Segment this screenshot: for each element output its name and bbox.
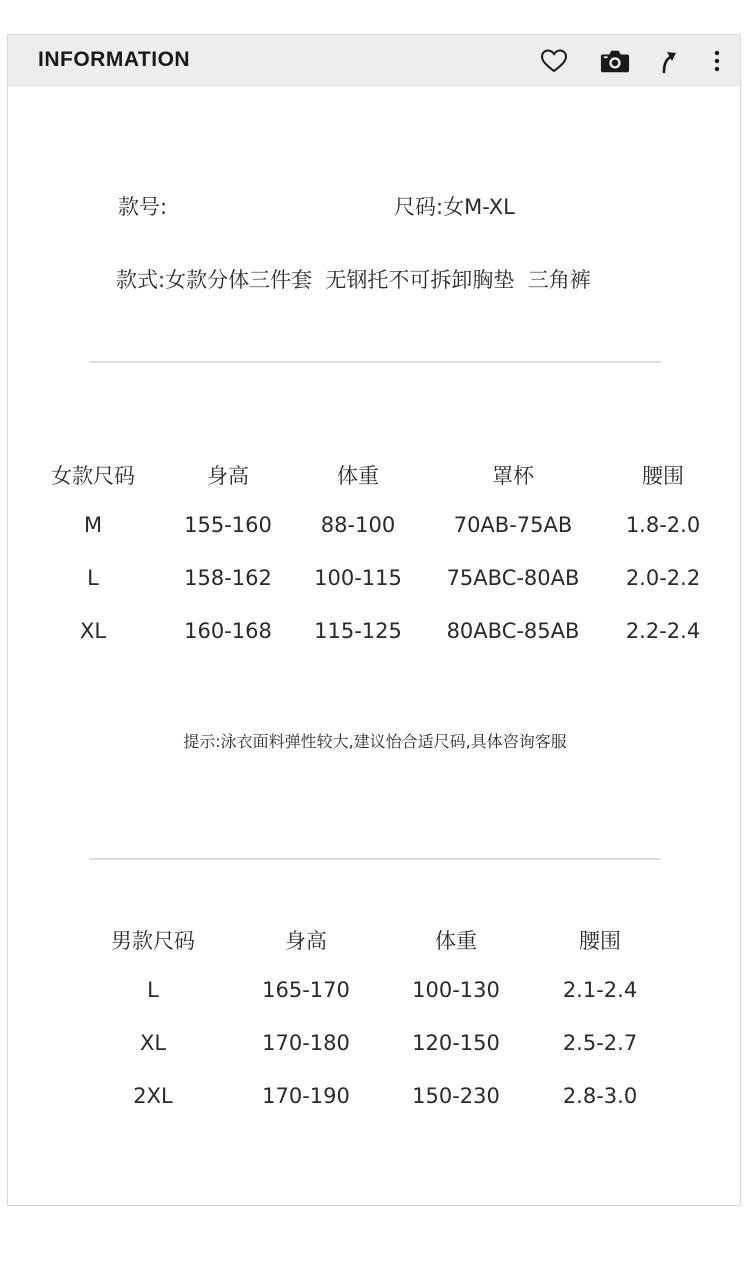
divider-bottom bbox=[89, 858, 661, 860]
header-title: INFORMATION bbox=[38, 48, 191, 71]
table-cell: M bbox=[83, 513, 103, 537]
women-header-cup: 罩杯 bbox=[492, 464, 534, 488]
style-number-label: 款号: bbox=[118, 195, 168, 219]
table-cell: XL bbox=[79, 619, 107, 643]
table-cell: 88-100 bbox=[320, 513, 396, 537]
table-cell: 2.5-2.7 bbox=[562, 1031, 638, 1055]
more-vertical-icon[interactable] bbox=[702, 46, 732, 76]
content-frame bbox=[7, 34, 741, 1206]
men-header-size: 男款尺码 bbox=[111, 929, 195, 953]
table-cell: 165-170 bbox=[262, 978, 350, 1002]
size-range-label: 尺码:女M-XL bbox=[394, 195, 515, 219]
divider-top bbox=[89, 361, 661, 363]
table-cell: 155-160 bbox=[184, 513, 272, 537]
women-header-size: 女款尺码 bbox=[51, 464, 135, 488]
table-cell: 70AB-75AB bbox=[453, 513, 573, 537]
table-cell: 100-130 bbox=[412, 978, 500, 1002]
women-header-height: 身高 bbox=[207, 464, 249, 488]
table-cell: 170-190 bbox=[262, 1084, 350, 1108]
men-header-height: 身高 bbox=[285, 929, 327, 953]
table-cell: 100-115 bbox=[314, 566, 402, 590]
table-cell: 75ABC-80AB bbox=[446, 566, 580, 590]
share-arrow-icon[interactable] bbox=[653, 46, 683, 76]
table-cell: 1.8-2.0 bbox=[625, 513, 701, 537]
men-header-weight: 体重 bbox=[435, 929, 477, 953]
heart-icon[interactable] bbox=[539, 46, 569, 76]
table-cell: L bbox=[87, 566, 99, 590]
women-header-weight: 体重 bbox=[337, 464, 379, 488]
table-cell: 2.8-3.0 bbox=[562, 1084, 638, 1108]
table-cell: 2XL bbox=[133, 1084, 173, 1108]
table-cell: L bbox=[147, 978, 159, 1002]
women-header-waist: 腰围 bbox=[642, 464, 684, 488]
table-cell: 150-230 bbox=[412, 1084, 500, 1108]
header-bar bbox=[8, 35, 740, 87]
men-header-waist: 腰围 bbox=[579, 929, 621, 953]
table-cell: 2.2-2.4 bbox=[625, 619, 701, 643]
table-cell: 2.0-2.2 bbox=[625, 566, 701, 590]
style-description: 款式:女款分体三件套 无钢托不可拆卸胸垫 三角裤 bbox=[116, 268, 591, 292]
table-cell: 80ABC-85AB bbox=[446, 619, 580, 643]
table-cell: 2.1-2.4 bbox=[562, 978, 638, 1002]
table-cell: 115-125 bbox=[314, 619, 402, 643]
size-tip: 提示:泳衣面料弹性较大,建议怡合适尺码,具体咨询客服 bbox=[183, 732, 567, 751]
table-cell: 120-150 bbox=[412, 1031, 500, 1055]
table-cell: 170-180 bbox=[262, 1031, 350, 1055]
camera-icon[interactable] bbox=[600, 46, 630, 76]
table-cell: 158-162 bbox=[184, 566, 272, 590]
table-cell: XL bbox=[139, 1031, 167, 1055]
table-cell: 160-168 bbox=[184, 619, 272, 643]
